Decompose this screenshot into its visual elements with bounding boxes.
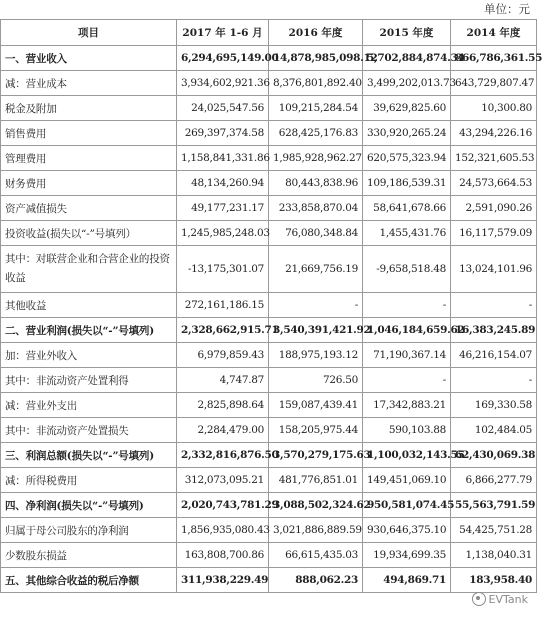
row-label: 管理费用 (1, 146, 177, 171)
cell-value: 6,294,695,149.00 (177, 46, 269, 71)
cell-value: 16,117,579.09 (451, 221, 537, 246)
cell-value: 950,581,074.45 (363, 493, 451, 518)
cell-value: 2,825,898.64 (177, 393, 269, 418)
cell-value: 13,024,101.96 (451, 246, 537, 293)
cell-value: 55,563,791.59 (451, 493, 537, 518)
row-label: 投资收益(损失以“-”号填列） (1, 221, 177, 246)
cell-value: 19,934,699.35 (363, 543, 451, 568)
cell-value: 76,080,348.84 (269, 221, 363, 246)
cell-value: 46,216,154.07 (451, 343, 537, 368)
cell-value: 158,205,975.44 (269, 418, 363, 443)
cell-value: 3,499,202,013.73 (363, 71, 451, 96)
cell-value: 17,342,883.21 (363, 393, 451, 418)
row-label: 四、净利润(损失以“-”号填列) (1, 493, 177, 518)
cell-value: 163,808,700.86 (177, 543, 269, 568)
cell-value: - (269, 293, 363, 318)
table-row (1, 146, 537, 171)
cell-value: 152,321,605.53 (451, 146, 537, 171)
cell-value: 14,878,985,098.12 (269, 46, 363, 71)
table-row (1, 343, 537, 368)
row-label: 财务费用 (1, 171, 177, 196)
cell-value: 39,629,825.60 (363, 96, 451, 121)
table-row (1, 171, 537, 196)
cell-value: 3,934,602,921.36 (177, 71, 269, 96)
cell-value: - (363, 368, 451, 393)
row-label: 减：营业外支出 (1, 393, 177, 418)
cell-value: 6,866,277.79 (451, 468, 537, 493)
row-label: 其他收益 (1, 293, 177, 318)
cell-value: 21,669,756.19 (269, 246, 363, 293)
cell-value: 1,046,184,659.62 (363, 318, 451, 343)
unit-label: 单位：元 (484, 2, 530, 16)
cell-value: 109,215,284.54 (269, 96, 363, 121)
cell-value: 24,025,547.56 (177, 96, 269, 121)
watermark-text: EVTank (488, 592, 528, 606)
cell-value: 2,020,743,781.29 (177, 493, 269, 518)
row-label: 三、利润总额(损失以“-”号填列) (1, 443, 177, 468)
cell-value: 6,979,859.43 (177, 343, 269, 368)
cell-value: 494,869.71 (363, 568, 451, 593)
table-row (1, 493, 537, 518)
cell-value: 1,985,928,962.27 (269, 146, 363, 171)
cell-value: - (451, 368, 537, 393)
column-header-2014: 2014 年度 (451, 20, 537, 46)
row-label: 销售费用 (1, 121, 177, 146)
cell-value: 2,591,090.26 (451, 196, 537, 221)
cell-value: 71,190,367.14 (363, 343, 451, 368)
cell-value: 43,294,226.16 (451, 121, 537, 146)
table-row (1, 318, 537, 343)
table-row (1, 568, 537, 593)
row-label: 减：营业成本 (1, 71, 177, 96)
cell-value: 102,484.05 (451, 418, 537, 443)
row-label: 一、营业收入 (1, 46, 177, 71)
table-row (1, 293, 537, 318)
row-label: 二、营业利润(损失以“-”号填列) (1, 318, 177, 343)
cell-value: 930,646,375.10 (363, 518, 451, 543)
cell-value: 5,702,884,874.34 (363, 46, 451, 71)
cell-value: 183,958.40 (451, 568, 537, 593)
cell-value: 24,573,664.53 (451, 171, 537, 196)
cell-value: 272,161,186.15 (177, 293, 269, 318)
cell-value: 1,245,985,248.03 (177, 221, 269, 246)
cell-value: 481,776,851.01 (269, 468, 363, 493)
cell-value: 3,088,502,324.62 (269, 493, 363, 518)
cell-value: 3,570,279,175.63 (269, 443, 363, 468)
table-row (1, 468, 537, 493)
table-row (1, 221, 537, 246)
cell-value: 58,641,678.66 (363, 196, 451, 221)
cell-value: 3,021,886,889.59 (269, 518, 363, 543)
cell-value: 1,100,032,143.55 (363, 443, 451, 468)
row-label: 归属于母公司股东的净利润 (1, 518, 177, 543)
column-header-2017h1: 2017 年 1-6 月 (177, 20, 269, 46)
cell-value: 590,103.88 (363, 418, 451, 443)
table-row (1, 418, 537, 443)
row-label: 资产减值损失 (1, 196, 177, 221)
header-row (1, 20, 537, 46)
cell-value: 2,284,479.00 (177, 418, 269, 443)
cell-value: 16,383,245.89 (451, 318, 537, 343)
cell-value: 159,087,439.41 (269, 393, 363, 418)
cell-value: 109,186,539.31 (363, 171, 451, 196)
table-row (1, 71, 537, 96)
table-row (1, 96, 537, 121)
column-header-2015: 2015 年度 (363, 20, 451, 46)
table-row (1, 246, 537, 293)
cell-value: 3,540,391,421.92 (269, 318, 363, 343)
cell-value: - (363, 293, 451, 318)
cell-value: 149,451,069.10 (363, 468, 451, 493)
cell-value: 628,425,176.83 (269, 121, 363, 146)
wechat-icon (472, 592, 486, 606)
cell-value: 312,073,095.21 (177, 468, 269, 493)
row-label: 少数股东损益 (1, 543, 177, 568)
cell-value: 311,938,229.49 (177, 568, 269, 593)
row-label: 加：营业外收入 (1, 343, 177, 368)
row-label: 其中：非流动资产处置利得 (1, 368, 177, 393)
cell-value: 269,397,374.58 (177, 121, 269, 146)
table-row (1, 121, 537, 146)
cell-value: 48,134,260.94 (177, 171, 269, 196)
cell-value: 726.50 (269, 368, 363, 393)
cell-value: 49,177,231.17 (177, 196, 269, 221)
table-row (1, 443, 537, 468)
cell-value: -13,175,301.07 (177, 246, 269, 293)
cell-value: 2,328,662,915.71 (177, 318, 269, 343)
cell-value: 2,332,816,876.50 (177, 443, 269, 468)
column-header-item: 项目 (1, 20, 177, 46)
cell-value: 169,330.58 (451, 393, 537, 418)
row-label: 减：所得税费用 (1, 468, 177, 493)
cell-value: 1,455,431.76 (363, 221, 451, 246)
table-row (1, 543, 537, 568)
table-row (1, 46, 537, 71)
table-row (1, 518, 537, 543)
row-label: 其中：对联营企业和合营企业的投资收益 (1, 246, 177, 293)
cell-value: 866,786,361.55 (451, 46, 537, 71)
column-header-2016: 2016 年度 (269, 20, 363, 46)
row-label: 其中：非流动资产处置损失 (1, 418, 177, 443)
row-label: 税金及附加 (1, 96, 177, 121)
table-row (1, 368, 537, 393)
cell-value: 80,443,838.96 (269, 171, 363, 196)
cell-value: 188,975,193.12 (269, 343, 363, 368)
table-row (1, 196, 537, 221)
cell-value: 1,158,841,331.86 (177, 146, 269, 171)
cell-value: - (451, 293, 537, 318)
cell-value: 10,300.80 (451, 96, 537, 121)
cell-value: 62,430,069.38 (451, 443, 537, 468)
cell-value: 888,062.23 (269, 568, 363, 593)
cell-value: 54,425,751.28 (451, 518, 537, 543)
cell-value: 1,138,040.31 (451, 543, 537, 568)
income-statement-table (0, 19, 542, 593)
cell-value: 8,376,801,892.40 (269, 71, 363, 96)
table-row (1, 393, 537, 418)
cell-value: 4,747.87 (177, 368, 269, 393)
cell-value: 643,729,807.47 (451, 71, 537, 96)
cell-value: -9,658,518.48 (363, 246, 451, 293)
cell-value: 1,856,935,080.43 (177, 518, 269, 543)
cell-value: 233,858,870.04 (269, 196, 363, 221)
watermark (472, 592, 528, 606)
cell-value: 620,575,323.94 (363, 146, 451, 171)
cell-value: 66,615,435.03 (269, 543, 363, 568)
cell-value: 330,920,265.24 (363, 121, 451, 146)
row-label: 五、其他综合收益的税后净额 (1, 568, 177, 593)
